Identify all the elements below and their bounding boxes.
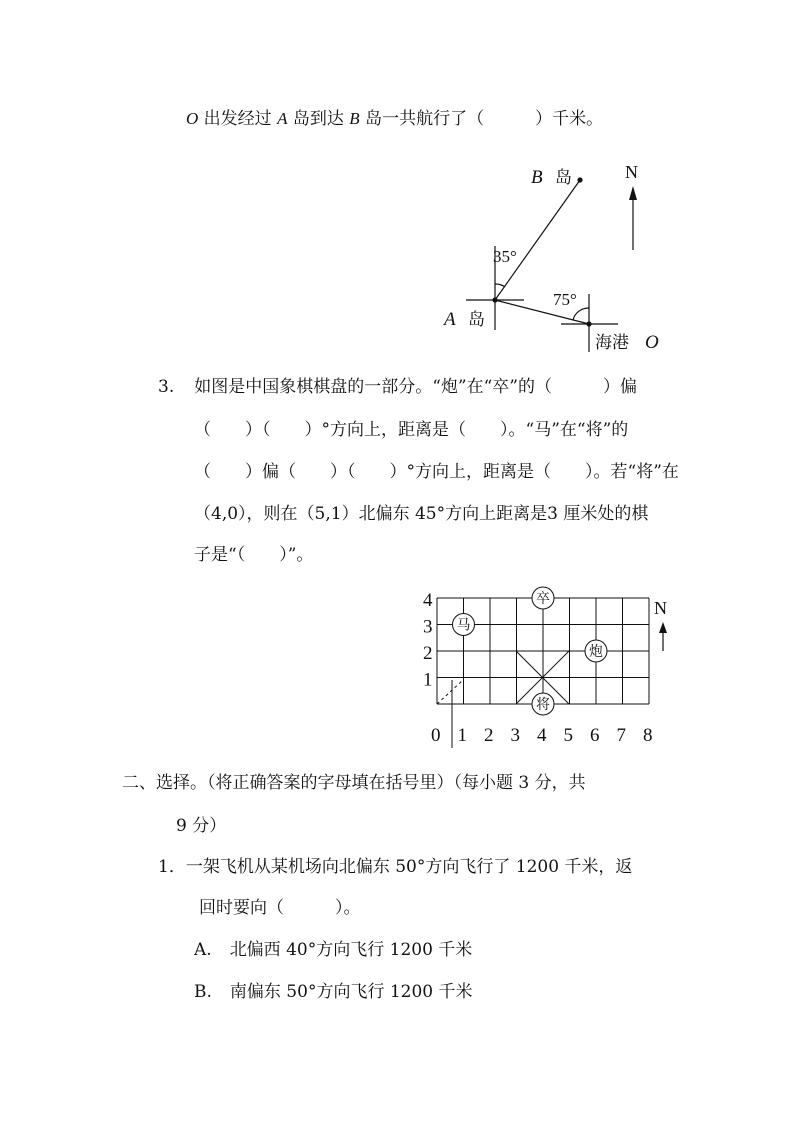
y-tick-label: 2: [423, 643, 433, 664]
c1-option-a: [194, 938, 472, 962]
c1-option-a-label: A.: [194, 940, 212, 960]
chess-piece-label: 炮: [589, 645, 603, 660]
x-tick-label: 5: [563, 725, 573, 746]
x-tick-label: 0: [431, 725, 441, 746]
c1-option-b-label: B.: [194, 982, 212, 1002]
q3-text-1: 如图是中国象棋棋盘的一部分。“炮”在“卒”的（ ）偏: [194, 377, 637, 397]
q3-line3: （ ）偏（ ）（ ）°方向上，距离是（ ）。若“将”在: [194, 462, 679, 482]
chess-piece-jiang: [532, 693, 554, 715]
o-letter: O: [645, 332, 659, 353]
x-tick-label: 2: [484, 725, 494, 746]
chess-piece-label: 马: [456, 618, 471, 634]
board-north-arrow-head: [659, 622, 667, 633]
chess-piece-zu: [532, 587, 554, 609]
section2-title-line2: 9 分）: [176, 816, 227, 836]
q2-t1: 出发经过: [198, 109, 278, 129]
x-tick-label: 1: [457, 725, 467, 746]
board-north-label: N: [654, 598, 667, 618]
x-tick-label: 7: [616, 725, 626, 746]
dashed-direction-line: [437, 680, 463, 704]
chess-piece-label: 卒: [536, 592, 550, 607]
board-grid: [437, 598, 649, 704]
b-letter: B: [531, 167, 543, 188]
c1-line2: 回时要向（ ）。: [199, 898, 361, 918]
angle-35-label: 35°: [493, 247, 517, 266]
a-island-label: 岛: [468, 310, 485, 329]
q3-number: 3.: [158, 377, 175, 397]
chess-piece-pao: [585, 640, 607, 662]
north-label: N: [625, 162, 638, 182]
q2-b: B: [349, 109, 360, 128]
y-tick-label: 3: [423, 616, 433, 638]
q2-t2: 岛到达: [287, 109, 350, 129]
q3-line5: 子是“（ ）”。: [194, 545, 314, 565]
c1-option-a-text: 北偏西 40°方向飞行 1200 千米: [229, 940, 473, 960]
c1-line1: 1．一架飞机从某机场向北偏东 50°方向飞行了 1200 千米，返: [158, 857, 633, 877]
y-tick-label: 4: [423, 590, 433, 611]
q2-t3: 岛一共航行了（ ）千米。: [359, 109, 604, 129]
q3-line4: （4,0），则在（5,1）北偏东 45°方向上距离是3 厘米处的棋: [194, 504, 649, 524]
q2-a: A: [277, 109, 288, 128]
q3-line2: （ ）（ ）°方向上，距离是（ ）。“马”在“将”的: [194, 420, 629, 440]
a-letter: A: [444, 309, 456, 330]
section2-title-line1: 二、选择。（将正确答案的字母填在括号里）（每小题 3 分，共: [122, 773, 586, 793]
x-tick-label: 8: [643, 725, 653, 746]
b-island-label: 岛: [555, 168, 572, 187]
x-tick-label: 3: [510, 725, 520, 746]
x-tick-label: 6: [590, 725, 600, 746]
c1-option-b-text: 南偏东 50°方向飞行 1200 千米: [229, 982, 473, 1002]
harbor-label: 海港: [595, 333, 629, 352]
chess-piece-ma: [453, 614, 475, 636]
q2-o: O: [186, 109, 199, 128]
x-tick-label: 4: [537, 725, 547, 746]
c1-option-b: [194, 980, 473, 1004]
chess-piece-label: 将: [536, 698, 550, 713]
y-tick-label: 1: [423, 669, 433, 691]
angle-75-label: 75°: [553, 290, 577, 309]
